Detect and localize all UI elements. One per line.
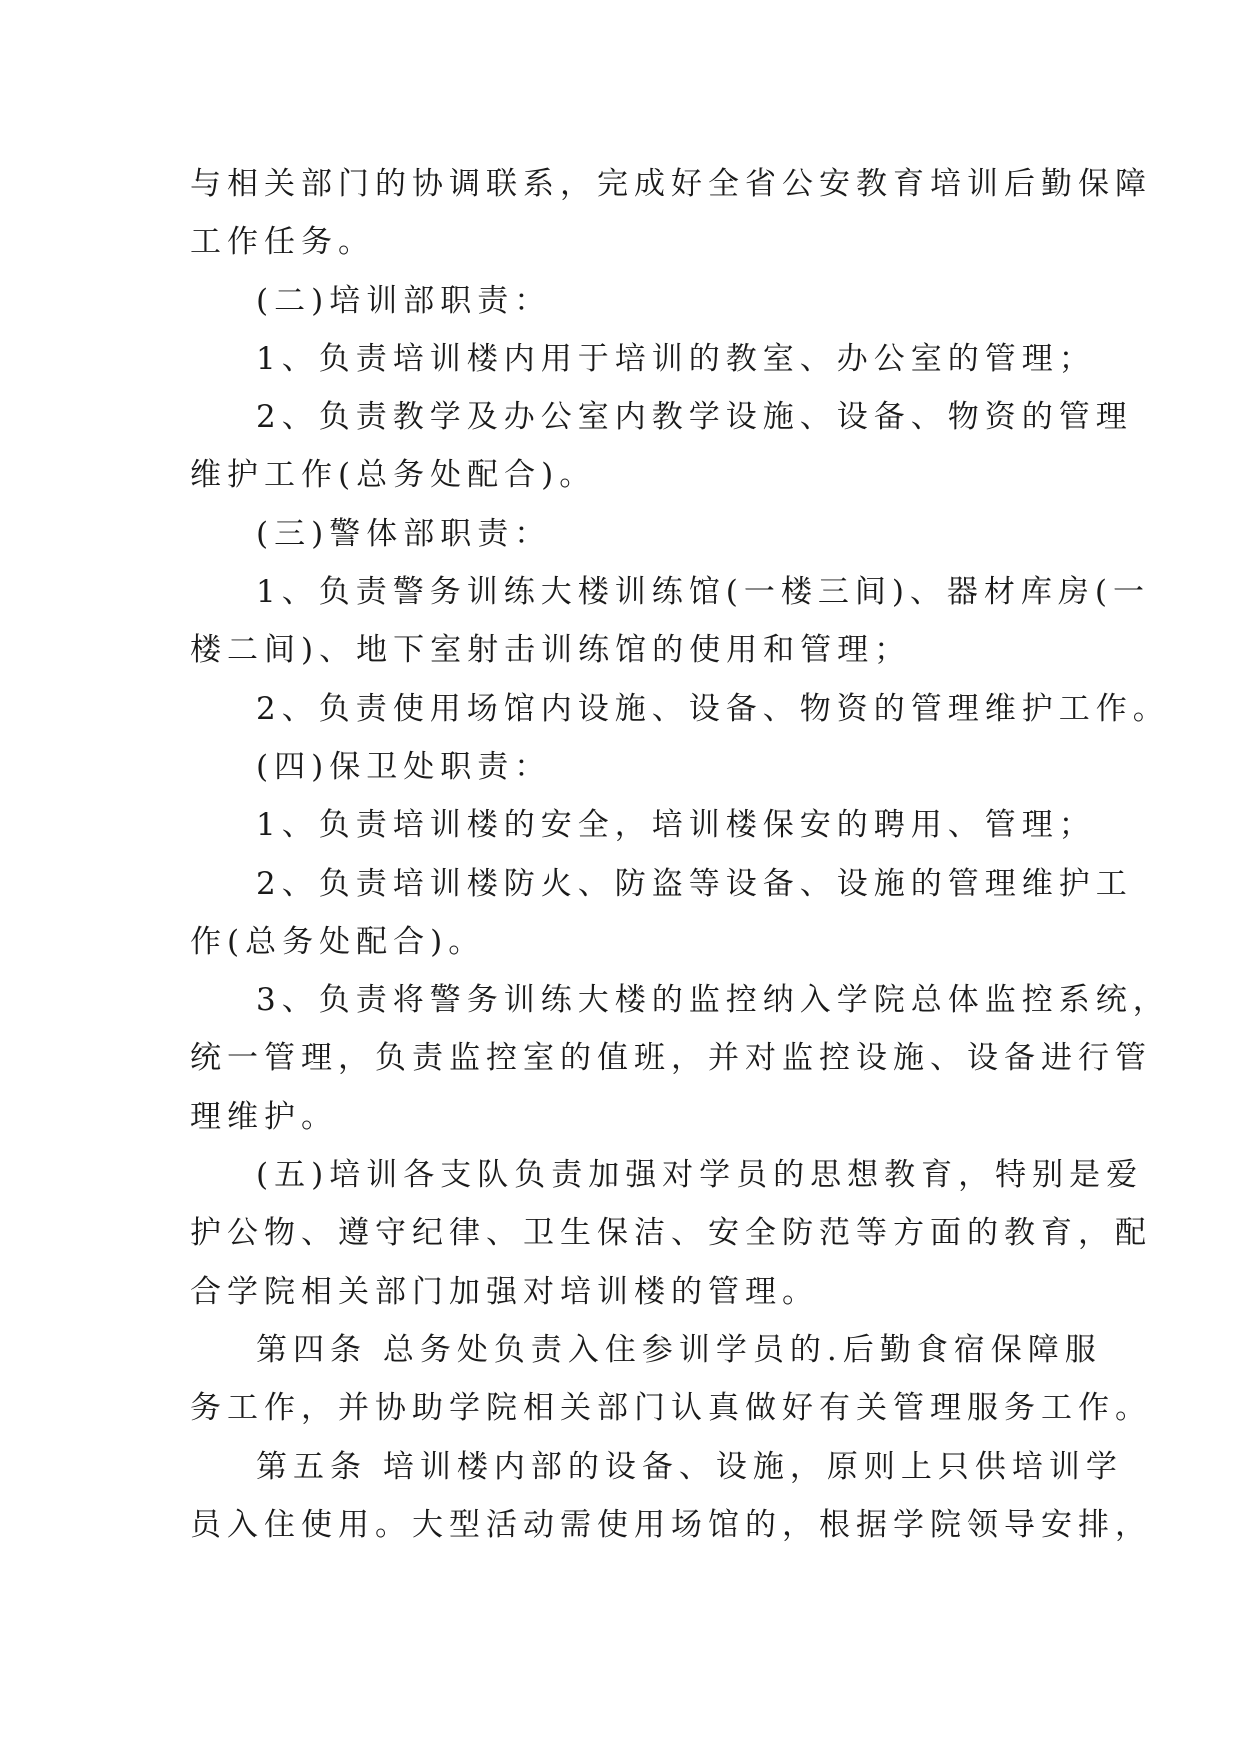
section-heading: [190, 272, 1070, 330]
text-line: (三)警体部职责：: [256, 515, 552, 552]
text-line: 务工作，并协助学院相关部门认真做好有关管理服务工作。: [190, 1390, 1152, 1427]
article-paragraph: [190, 1321, 1152, 1438]
list-item: [190, 563, 1151, 680]
list-item: [190, 796, 1096, 854]
list-item: [190, 971, 1170, 1146]
text-line: 员入住使用。大型活动需使用场馆的，根据学院领导安排，: [190, 1506, 1152, 1543]
text-line: 1、负责警务训练大楼训练馆(一楼三间)、器材库房(一: [256, 574, 1151, 611]
list-item: [190, 330, 1096, 388]
text-line: 作(总务处配合)。: [190, 923, 486, 960]
text-line: (五)培训各支队负责加强对学员的思想教育，特别是爱: [256, 1157, 1144, 1194]
text-line: 护公物、遵守纪律、卫生保洁、安全防范等方面的教育，配: [190, 1215, 1152, 1252]
list-item: [190, 680, 1170, 738]
text-line: 工作任务。: [190, 224, 375, 261]
paragraph: [190, 155, 1152, 272]
document-body: [190, 155, 1170, 1554]
text-line: 第五条 培训楼内部的设备、设施，原则上只供培训学: [256, 1448, 1123, 1485]
list-item: [190, 388, 1133, 505]
text-line: 与相关部门的协调联系，完成好全省公安教育培训后勤保障: [190, 166, 1152, 202]
text-line: 楼二间)、地下室射击训练馆的使用和管理；: [190, 632, 912, 669]
text-line: 第四条 总务处负责入住参训学员的.后勤食宿保障服: [256, 1331, 1102, 1368]
text-line: 2、负责培训楼防火、防盗等设备、设施的管理维护工: [256, 865, 1133, 902]
list-item: [190, 855, 1133, 972]
text-line: 合学院相关部门加强对培训楼的管理。: [190, 1273, 819, 1310]
text-line: (四)保卫处职责：: [256, 748, 552, 785]
text-line: 统一管理，负责监控室的值班，并对监控设施、设备进行管: [190, 1040, 1152, 1077]
article-paragraph: [190, 1438, 1152, 1555]
text-line: 1、负责培训楼内用于培训的教室、办公室的管理；: [256, 340, 1096, 377]
text-line: 维护工作(总务处配合)。: [190, 457, 597, 494]
text-line: (二)培训部职责：: [256, 282, 552, 319]
text-line: 1、负责培训楼的安全，培训楼保安的聘用、管理；: [256, 807, 1096, 844]
text-line: 2、负责教学及办公室内教学设施、设备、物资的管理: [256, 399, 1133, 436]
section-heading: [190, 505, 1070, 563]
text-line: 2、负责使用场馆内设施、设备、物资的管理维护工作。: [256, 690, 1170, 727]
section-heading: [190, 1146, 1152, 1321]
section-heading: [190, 738, 1070, 796]
text-line: 理维护。: [190, 1098, 338, 1135]
text-line: 3、负责将警务训练大楼的监控纳入学院总体监控系统，: [256, 982, 1170, 1019]
